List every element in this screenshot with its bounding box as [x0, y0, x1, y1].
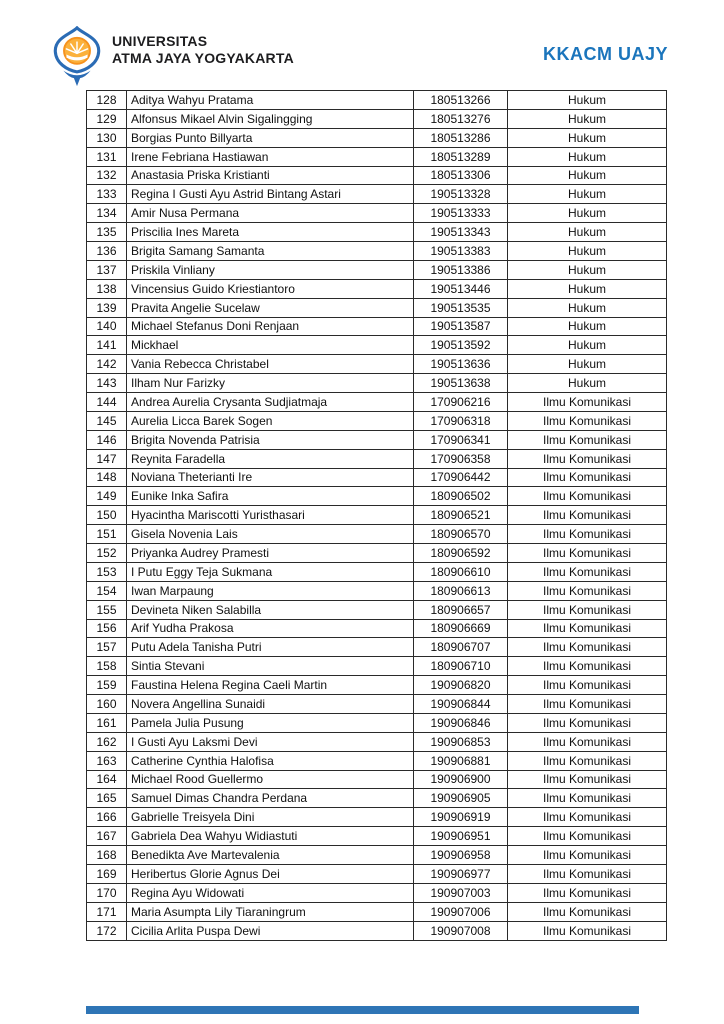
row-number: 147 [87, 449, 127, 468]
student-npm: 190906853 [414, 732, 508, 751]
table-row [87, 770, 667, 789]
study-program: Ilmu Komunikasi [508, 676, 667, 695]
table-row [87, 317, 667, 336]
study-program: Hukum [508, 260, 667, 279]
row-number: 163 [87, 751, 127, 770]
study-program: Ilmu Komunikasi [508, 393, 667, 412]
study-program: Hukum [508, 147, 667, 166]
study-program: Ilmu Komunikasi [508, 864, 667, 883]
student-name: Gisela Novenia Lais [127, 525, 414, 544]
student-npm: 180513266 [414, 91, 508, 110]
row-number: 141 [87, 336, 127, 355]
table-row [87, 789, 667, 808]
student-name: Michael Stefanus Doni Renjaan [127, 317, 414, 336]
student-npm: 190906820 [414, 676, 508, 695]
row-number: 152 [87, 544, 127, 563]
student-npm: 190513535 [414, 298, 508, 317]
row-number: 130 [87, 128, 127, 147]
row-number: 157 [87, 638, 127, 657]
university-name-line1: UNIVERSITAS [112, 33, 208, 49]
study-program: Ilmu Komunikasi [508, 902, 667, 921]
row-number: 164 [87, 770, 127, 789]
student-list-table [86, 90, 639, 941]
table-row [87, 449, 667, 468]
row-number: 136 [87, 242, 127, 261]
student-name: Reynita Faradella [127, 449, 414, 468]
student-npm: 180906610 [414, 562, 508, 581]
student-npm: 170906341 [414, 430, 508, 449]
study-program: Ilmu Komunikasi [508, 846, 667, 865]
student-name: Brigita Novenda Patrisia [127, 430, 414, 449]
row-number: 133 [87, 185, 127, 204]
study-program: Ilmu Komunikasi [508, 751, 667, 770]
row-number: 140 [87, 317, 127, 336]
table-row [87, 657, 667, 676]
row-number: 146 [87, 430, 127, 449]
row-number: 149 [87, 487, 127, 506]
table-row [87, 355, 667, 374]
row-number: 166 [87, 808, 127, 827]
study-program: Ilmu Komunikasi [508, 525, 667, 544]
row-number: 151 [87, 525, 127, 544]
study-program: Hukum [508, 355, 667, 374]
study-program: Ilmu Komunikasi [508, 883, 667, 902]
table-row [87, 506, 667, 525]
student-npm: 180906707 [414, 638, 508, 657]
student-name: Hyacintha Mariscotti Yuristhasari [127, 506, 414, 525]
row-number: 145 [87, 411, 127, 430]
student-name: Brigita Samang Samanta [127, 242, 414, 261]
student-name: Catherine Cynthia Halofisa [127, 751, 414, 770]
row-number: 144 [87, 393, 127, 412]
row-number: 155 [87, 600, 127, 619]
study-program: Hukum [508, 242, 667, 261]
row-number: 159 [87, 676, 127, 695]
student-name: Sintia Stevani [127, 657, 414, 676]
study-program: Ilmu Komunikasi [508, 411, 667, 430]
row-number: 156 [87, 619, 127, 638]
study-program: Ilmu Komunikasi [508, 638, 667, 657]
student-npm: 180513286 [414, 128, 508, 147]
study-program: Ilmu Komunikasi [508, 581, 667, 600]
table-row [87, 525, 667, 544]
table-row [87, 166, 667, 185]
university-name [112, 33, 294, 67]
student-table-body [87, 91, 667, 941]
student-name: Anastasia Priska Kristianti [127, 166, 414, 185]
student-npm: 180906592 [414, 544, 508, 563]
row-number: 160 [87, 695, 127, 714]
row-number: 142 [87, 355, 127, 374]
student-name: Faustina Helena Regina Caeli Martin [127, 676, 414, 695]
student-name: Putu Adela Tanisha Putri [127, 638, 414, 657]
row-number: 158 [87, 657, 127, 676]
study-program: Hukum [508, 223, 667, 242]
study-program: Ilmu Komunikasi [508, 506, 667, 525]
student-npm: 190906905 [414, 789, 508, 808]
row-number: 172 [87, 921, 127, 941]
student-name: Novera Angellina Sunaidi [127, 695, 414, 714]
row-number: 135 [87, 223, 127, 242]
row-number: 132 [87, 166, 127, 185]
student-name: Vania Rebecca Christabel [127, 355, 414, 374]
row-number: 143 [87, 374, 127, 393]
table-row [87, 751, 667, 770]
student-npm: 190906881 [414, 751, 508, 770]
student-name: Heribertus Glorie Agnus Dei [127, 864, 414, 883]
table-row [87, 544, 667, 563]
row-number: 153 [87, 562, 127, 581]
table-row [87, 695, 667, 714]
table-row [87, 185, 667, 204]
student-npm: 190906958 [414, 846, 508, 865]
student-npm: 180906570 [414, 525, 508, 544]
student-npm: 190906951 [414, 827, 508, 846]
study-program: Hukum [508, 279, 667, 298]
table-row [87, 713, 667, 732]
study-program: Ilmu Komunikasi [508, 713, 667, 732]
student-npm: 170906358 [414, 449, 508, 468]
study-program: Ilmu Komunikasi [508, 732, 667, 751]
student-npm: 190513638 [414, 374, 508, 393]
student-name: Pravita Angelie Sucelaw [127, 298, 414, 317]
study-program: Ilmu Komunikasi [508, 921, 667, 941]
table-row [87, 883, 667, 902]
row-number: 139 [87, 298, 127, 317]
table-row [87, 223, 667, 242]
student-name: Noviana Theterianti Ire [127, 468, 414, 487]
row-number: 128 [87, 91, 127, 110]
student-npm: 180906502 [414, 487, 508, 506]
row-number: 167 [87, 827, 127, 846]
study-program: Hukum [508, 109, 667, 128]
table-row [87, 279, 667, 298]
student-name: Borgias Punto Billyarta [127, 128, 414, 147]
student-name: Regina I Gusti Ayu Astrid Bintang Astari [127, 185, 414, 204]
table-row [87, 91, 667, 110]
student-name: Gabriela Dea Wahyu Widiastuti [127, 827, 414, 846]
student-npm: 190513386 [414, 260, 508, 279]
student-name: Maria Asumpta Lily Tiaraningrum [127, 902, 414, 921]
study-program: Hukum [508, 317, 667, 336]
row-number: 148 [87, 468, 127, 487]
student-npm: 180906521 [414, 506, 508, 525]
student-name: Samuel Dimas Chandra Perdana [127, 789, 414, 808]
study-program: Hukum [508, 128, 667, 147]
row-number: 162 [87, 732, 127, 751]
student-name: Vincensius Guido Kriestiantoro [127, 279, 414, 298]
table-row [87, 336, 667, 355]
student-npm: 190906977 [414, 864, 508, 883]
study-program: Ilmu Komunikasi [508, 695, 667, 714]
student-npm: 190906846 [414, 713, 508, 732]
table-row [87, 827, 667, 846]
table-row [87, 411, 667, 430]
table-row [87, 374, 667, 393]
student-npm: 170906318 [414, 411, 508, 430]
table-row [87, 581, 667, 600]
student-name: Mickhael [127, 336, 414, 355]
row-number: 131 [87, 147, 127, 166]
table-row [87, 147, 667, 166]
table-row [87, 732, 667, 751]
student-name: Cicilia Arlita Puspa Dewi [127, 921, 414, 941]
student-npm: 190906844 [414, 695, 508, 714]
student-npm: 190906919 [414, 808, 508, 827]
student-name: I Putu Eggy Teja Sukmana [127, 562, 414, 581]
study-program: Hukum [508, 336, 667, 355]
table-row [87, 562, 667, 581]
row-number: 137 [87, 260, 127, 279]
student-npm: 180906669 [414, 619, 508, 638]
row-number: 165 [87, 789, 127, 808]
student-name: Pamela Julia Pusung [127, 713, 414, 732]
student-name: Gabrielle Treisyela Dini [127, 808, 414, 827]
table-row [87, 808, 667, 827]
student-name: Regina Ayu Widowati [127, 883, 414, 902]
table-row [87, 487, 667, 506]
student-npm: 190907003 [414, 883, 508, 902]
student-name: Iwan Marpaung [127, 581, 414, 600]
student-name: Andrea Aurelia Crysanta Sudjiatmaja [127, 393, 414, 412]
row-number: 150 [87, 506, 127, 525]
page-header [0, 0, 724, 90]
study-program: Ilmu Komunikasi [508, 827, 667, 846]
student-name: Michael Rood Guellermo [127, 770, 414, 789]
study-program: Ilmu Komunikasi [508, 808, 667, 827]
student-npm: 190906900 [414, 770, 508, 789]
student-name: Amir Nusa Permana [127, 204, 414, 223]
table-row [87, 638, 667, 657]
student-npm: 190513328 [414, 185, 508, 204]
student-npm: 180906657 [414, 600, 508, 619]
student-name: Aurelia Licca Barek Sogen [127, 411, 414, 430]
student-npm: 180513306 [414, 166, 508, 185]
row-number: 154 [87, 581, 127, 600]
row-number: 129 [87, 109, 127, 128]
footer-accent-bar [86, 1006, 639, 1014]
study-program: Hukum [508, 185, 667, 204]
row-number: 168 [87, 846, 127, 865]
study-program: Ilmu Komunikasi [508, 544, 667, 563]
student-npm: 170906216 [414, 393, 508, 412]
row-number: 161 [87, 713, 127, 732]
table-row [87, 260, 667, 279]
study-program: Hukum [508, 204, 667, 223]
student-npm: 190513592 [414, 336, 508, 355]
student-name: Priyanka Audrey Pramesti [127, 544, 414, 563]
table-row [87, 128, 667, 147]
student-npm: 190513333 [414, 204, 508, 223]
student-name: Priscilia Ines Mareta [127, 223, 414, 242]
table-row [87, 921, 667, 941]
student-npm: 190513383 [414, 242, 508, 261]
student-name: Irene Febriana Hastiawan [127, 147, 414, 166]
row-number: 134 [87, 204, 127, 223]
student-name: Devineta Niken Salabilla [127, 600, 414, 619]
row-number: 138 [87, 279, 127, 298]
student-npm: 170906442 [414, 468, 508, 487]
table-row [87, 600, 667, 619]
student-name: Alfonsus Mikael Alvin Sigalingging [127, 109, 414, 128]
table-row [87, 298, 667, 317]
student-name: Benedikta Ave Martevalenia [127, 846, 414, 865]
study-program: Ilmu Komunikasi [508, 600, 667, 619]
study-program: Hukum [508, 166, 667, 185]
table-row [87, 468, 667, 487]
study-program: Hukum [508, 298, 667, 317]
study-program: Ilmu Komunikasi [508, 770, 667, 789]
row-number: 169 [87, 864, 127, 883]
row-number: 171 [87, 902, 127, 921]
student-npm: 190907008 [414, 921, 508, 941]
table-row [87, 902, 667, 921]
student-name: I Gusti Ayu Laksmi Devi [127, 732, 414, 751]
table-row [87, 109, 667, 128]
student-npm: 190513446 [414, 279, 508, 298]
student-npm: 190907006 [414, 902, 508, 921]
study-program: Ilmu Komunikasi [508, 789, 667, 808]
student-npm: 180906613 [414, 581, 508, 600]
study-program: Hukum [508, 374, 667, 393]
kkacm-uajy-brand: KKACM UAJY [542, 44, 668, 64]
table-row [87, 676, 667, 695]
student-name: Ilham Nur Farizky [127, 374, 414, 393]
student-name: Arif Yudha Prakosa [127, 619, 414, 638]
table-row [87, 846, 667, 865]
student-name: Aditya Wahyu Pratama [127, 91, 414, 110]
student-npm: 180906710 [414, 657, 508, 676]
university-name-line2: ATMA JAYA YOGYAKARTA [112, 50, 294, 66]
table-row [87, 619, 667, 638]
table-row [87, 864, 667, 883]
study-program: Ilmu Komunikasi [508, 487, 667, 506]
study-program: Ilmu Komunikasi [508, 619, 667, 638]
study-program: Ilmu Komunikasi [508, 449, 667, 468]
student-name: Eunike Inka Safira [127, 487, 414, 506]
table-row [87, 204, 667, 223]
study-program: Ilmu Komunikasi [508, 657, 667, 676]
uajy-shield-logo [46, 26, 108, 88]
student-npm: 180513276 [414, 109, 508, 128]
table-row [87, 393, 667, 412]
student-npm: 190513636 [414, 355, 508, 374]
student-name: Priskila Vinliany [127, 260, 414, 279]
student-npm: 190513587 [414, 317, 508, 336]
study-program: Ilmu Komunikasi [508, 430, 667, 449]
study-program: Ilmu Komunikasi [508, 468, 667, 487]
row-number: 170 [87, 883, 127, 902]
table-row [87, 242, 667, 261]
table-row [87, 430, 667, 449]
student-npm: 180513289 [414, 147, 508, 166]
study-program: Ilmu Komunikasi [508, 562, 667, 581]
student-npm: 190513343 [414, 223, 508, 242]
study-program: Hukum [508, 91, 667, 110]
